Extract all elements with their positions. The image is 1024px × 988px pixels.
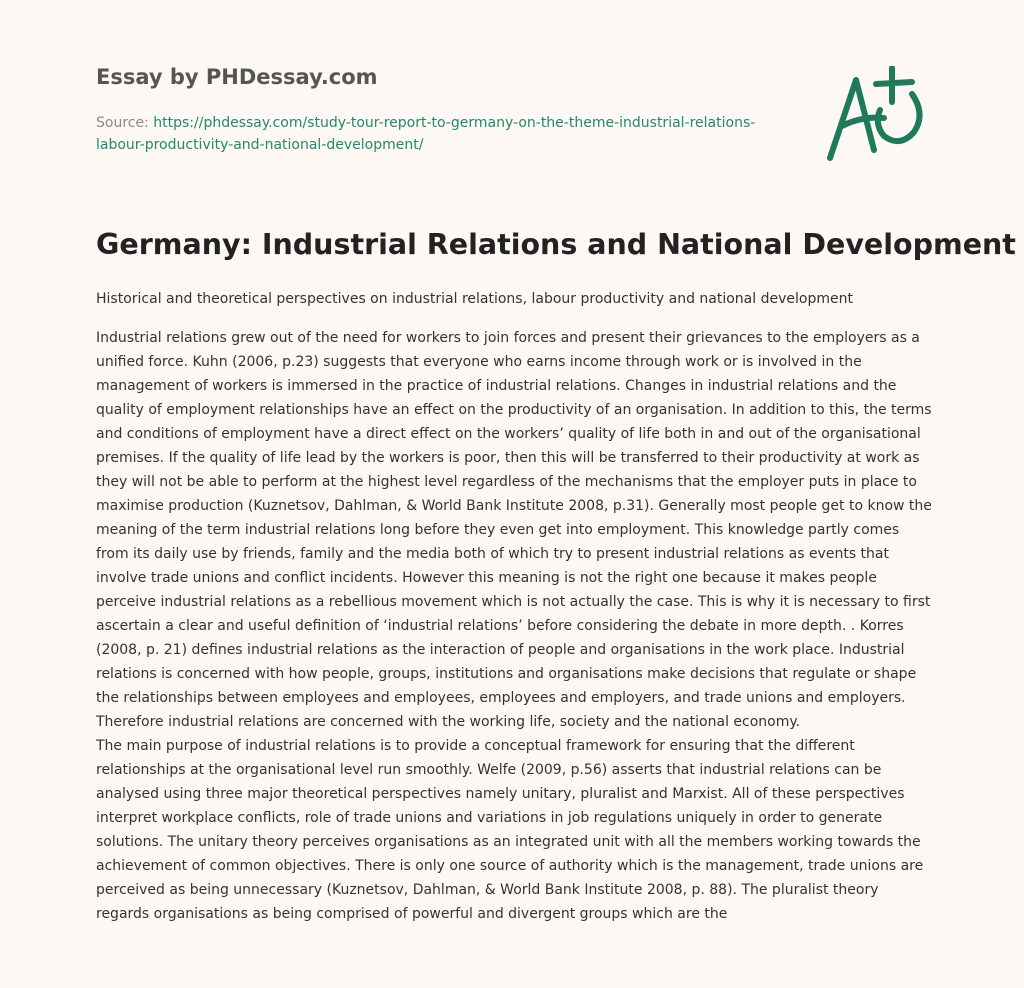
essay-title: Germany: Industrial Relations and National Development <box>96 228 1016 261</box>
essay-body <box>96 326 932 976</box>
essay-subtitle: Historical and theoretical perspectives on industrial relations, labour productivity and national development <box>96 291 853 307</box>
source-label: Source: <box>96 115 149 131</box>
essay-paragraph: The main purpose of industrial relations is to provide a conceptual framework for ensuring that the different relationships at the organisational level run smoothly. Welfe (2009, p.56) asserts that industrial relations can be analysed using three major theoretical perspectives namely unitary, pluralist and Marxist. All of these perspectives interpret workplace conflicts, role of trade unions and variations in job regulations uniquely in order to generate solutions. The unitary theory perceives organisations as an integrated unit with all the members working towards the achievement of common objectives. There is only one source of authority which is the management, trade unions are perceived as being unnecessary (Kuznetsov, Dahlman, & World Bank Institute 2008, p. 88). The pluralist theory regards organisations as being comprised of powerful and divergent groups which are the <box>96 738 924 922</box>
a-plus-grade-icon <box>822 66 928 166</box>
source-line <box>96 112 776 156</box>
essay-paragraph: Industrial relations grew out of the need for workers to join forces and present their grievances to the employers as a unified force. Kuhn (2006, p.23) suggests that everyone who earns income through work or is involved in the management of workers is immersed in the practice of industrial relations. Changes in industrial relations and the quality of employment relationships have an effect on the productivity of an organisation. In addition to this, the terms and conditions of employment have a direct effect on the workers’ quality of life both in and out of the organisational premises. If the quality of life lead by the workers is poor, then this will be transferred to their productivity at work as they will not be able to perform at the highest level regardless of the mechanisms that the employer puts in place to maximise production (Kuznetsov, Dahlman, & World Bank Institute 2008, p.31). Generally most people get to know the meaning of the term industrial relations long before they even get into employment. This knowledge partly comes from its daily use by friends, family and the media both of which try to present industrial relations as events that involve trade unions and conflict incidents. However this meaning is not the right one because it makes people perceive industrial relations as a rebellious movement which is not actually the case. This is why it is necessary to first ascertain a clear and useful definition of ‘industrial relations’ before considering the debate in more depth. . Korres (2008, p. 21) defines industrial relations as the interaction of people and organisations in the work place. Industrial relations is concerned with how people, groups, institutions and organisations make decisions that regulate or shape the relationships between employees and employees, employees and employers, and trade unions and employers. Therefore industrial relations are concerned with the working life, society and the national economy. <box>96 330 932 730</box>
site-title: Essay by PHDessay.com <box>96 65 378 89</box>
source-link[interactable]: https://phdessay.com/study-tour-report-to-germany-on-the-theme-industrial-relations-labour-productivity-and-national-development/ <box>96 115 756 153</box>
